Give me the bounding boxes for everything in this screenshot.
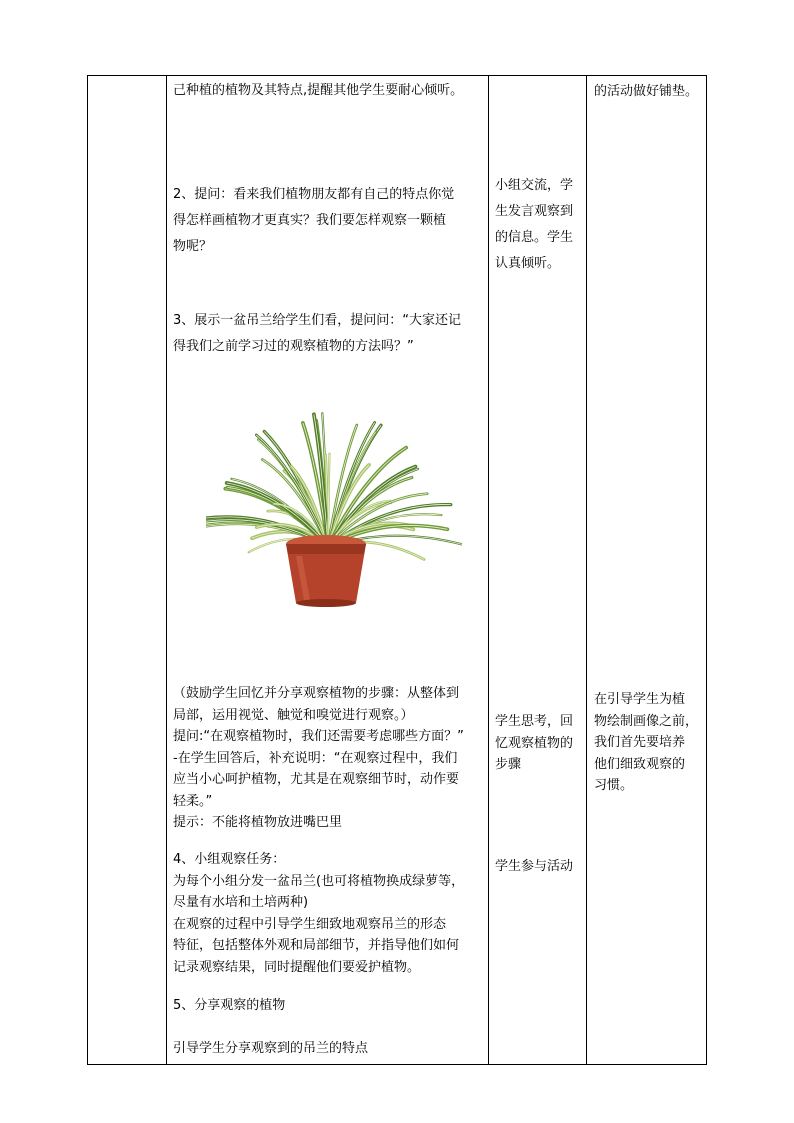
col2-para-5 [173, 849, 464, 978]
text-line: 在引导学生为植 [594, 692, 686, 707]
text-line: 生发言观察到 [495, 204, 574, 219]
text-line: 得怎样画植物才更真实？我们要怎样观察一颗植 [173, 213, 447, 228]
text-line: 应当小心呵护植物，尤其是在观察细节时，动作要 [173, 772, 460, 787]
text-line: 习惯。 [594, 778, 634, 793]
col2-para-2 [173, 182, 454, 260]
text-line: 特征，包括整体外观和局部细节，并指导他们如何 [173, 938, 460, 953]
text-line: 物呢？ [173, 239, 213, 254]
col3-block-b [495, 711, 573, 776]
table-border-top [87, 75, 707, 76]
text-line: 认真倾听。 [495, 256, 561, 271]
text-line: 他们细致观察的 [594, 756, 686, 772]
col3-block-c: 学生参与活动 [495, 859, 574, 874]
text-line: 学生思考，回 [495, 714, 574, 729]
text-line: -在学生回答后，补充说明：“在观察过程中，我们 [173, 750, 458, 766]
text-line: 轻柔。” [173, 793, 213, 809]
spider-plant-image [206, 388, 462, 610]
text-line: 提问:“在观察植物时，我们还需要考虑哪些方面？” [173, 729, 464, 744]
table-border-left [87, 75, 88, 1065]
text-line: 提示：不能将植物放进嘴巴里 [173, 815, 343, 830]
text-line: 我们首先要培养 [594, 735, 686, 750]
col2-para-4 [173, 683, 464, 834]
text-line: （鼓励学生回忆并分享观察植物的步骤：从整体到 [173, 686, 460, 701]
table-divider-2 [488, 75, 489, 1065]
text-line: 2、提问：看来我们植物朋友都有自己的特点你觉 [173, 187, 455, 202]
col2-para-1: 己种植的植物及其特点,提醒其他学生要耐心倾听。 [173, 83, 464, 98]
text-line: 物绘制画像之前， [594, 713, 699, 729]
text-line: 4、小组观察任务： [173, 852, 286, 867]
text-line: 小组交流，学 [495, 178, 574, 193]
text-line: 得我们之前学习过的观察植物的方法吗？” [173, 339, 414, 354]
text-line: 步骤 [495, 757, 522, 772]
table-divider-3 [586, 75, 587, 1065]
text-line: 尽量有水培和土培两种) [173, 895, 309, 910]
table-border-right [706, 75, 707, 1065]
table-divider-1 [166, 75, 167, 1065]
col2-para-6: 5、分享观察的植物 [173, 998, 286, 1013]
text-line: 在观察的过程中引导学生细致地观察吊兰的形态 [173, 916, 447, 932]
col4-block-a: 的活动做好铺垫。 [594, 84, 699, 99]
text-line: 为每个小组分发一盆吊兰(也可将植物换成绿萝等， [173, 873, 465, 889]
col4-block-b [594, 689, 698, 797]
col2-para-3 [173, 308, 461, 360]
col3-block-a [495, 173, 573, 277]
flower-pot [286, 535, 366, 607]
text-line: 3、展示一盆吊兰给学生们看，提问问：“大家还记 [173, 313, 462, 328]
text-line: 局部，运用视觉、触觉和嗅觉进行观察。） [173, 707, 414, 723]
text-line: 忆观察植物的 [495, 735, 574, 751]
col2-para-7: 引导学生分享观察到的吊兰的特点 [173, 1041, 369, 1056]
text-line: 记录观察结果，同时提醒他们要爱护植物。 [173, 959, 421, 975]
text-line: 的信息。学生 [495, 230, 574, 245]
table-border-bottom [87, 1064, 707, 1065]
